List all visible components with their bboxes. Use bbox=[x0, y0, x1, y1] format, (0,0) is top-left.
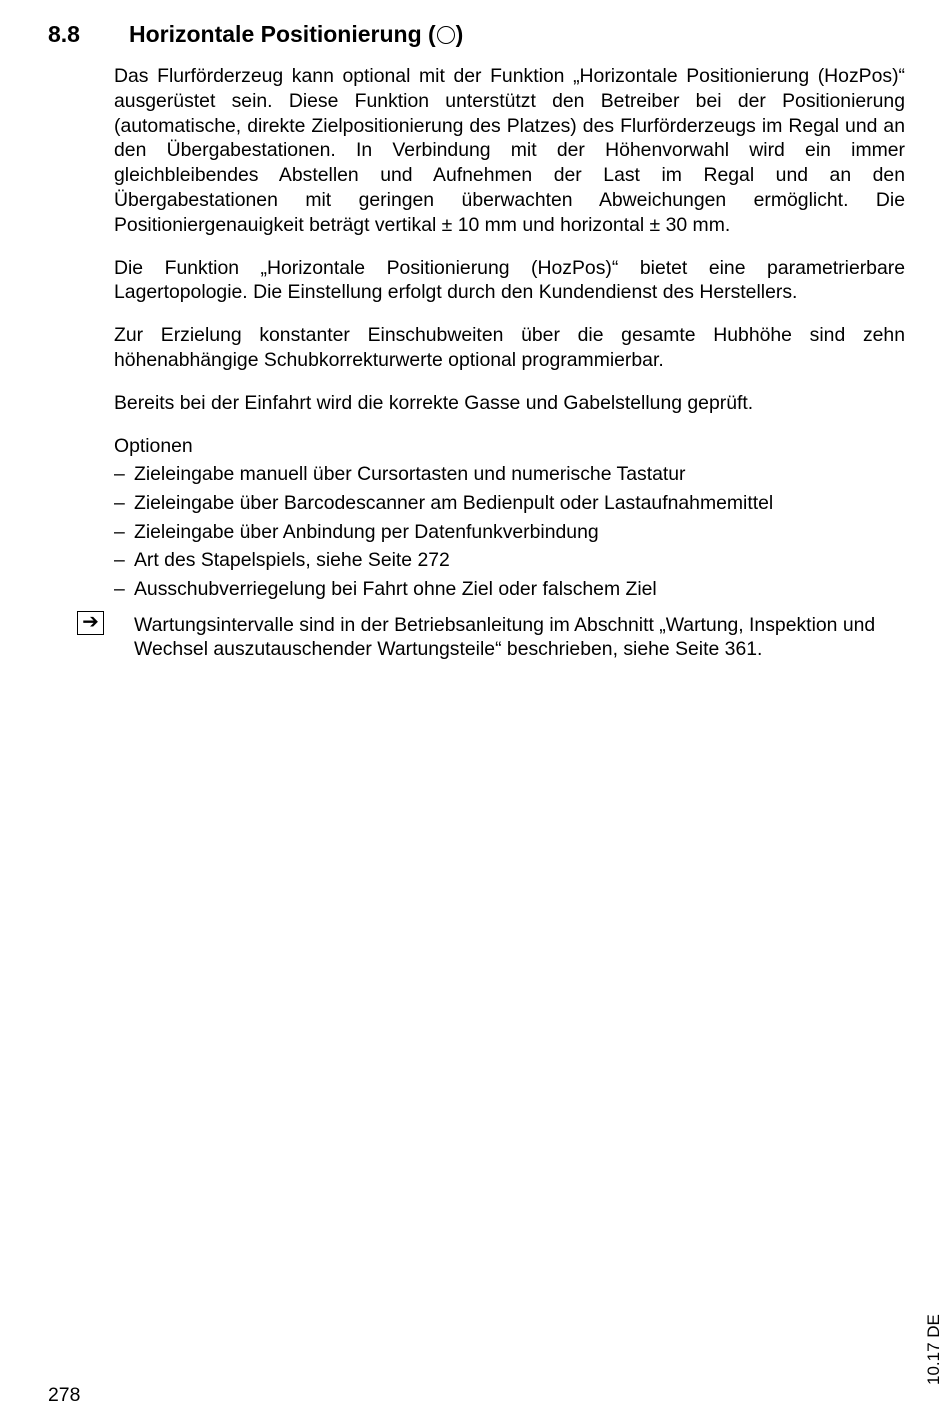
options-list bbox=[114, 462, 905, 601]
section-title-end: ) bbox=[455, 21, 464, 47]
list-item-text: Zieleingabe manuell über Cursortasten und numerische Tastatur bbox=[134, 463, 686, 486]
paragraph-entry-check: Bereits bei der Einfahrt wird die korrekte Gasse und Gabelstellung geprüft. bbox=[114, 391, 754, 414]
list-item-text: Zieleingabe über Anbindung per Datenfunkverbindung bbox=[134, 520, 599, 543]
list-item bbox=[114, 462, 905, 487]
section-title: Horizontale Positionierung ( bbox=[129, 21, 436, 47]
circle-icon bbox=[437, 26, 455, 44]
options-title: Optionen bbox=[114, 434, 193, 457]
list-item bbox=[114, 520, 905, 545]
list-item bbox=[114, 548, 905, 573]
note-text: Wartungsintervalle sind in der Betriebsanleitung im Abschnitt „Wartung, Inspektion und Wechsel auszutauschender Wartungsteile“ beschrieben, siehe Seite 361. bbox=[134, 613, 876, 661]
list-dash: – bbox=[114, 491, 125, 514]
list-item bbox=[114, 491, 905, 516]
list-item bbox=[114, 577, 905, 602]
section-body bbox=[82, 64, 905, 662]
list-item-text: Art des Stapelspiels, siehe Seite 272 bbox=[134, 549, 450, 572]
list-item-text: Zieleingabe über Barcodescanner am Bedienpult oder Lastaufnahmemittel bbox=[134, 491, 774, 514]
list-item-text: Ausschubverriegelung bei Fahrt ohne Ziel oder falschem Ziel bbox=[134, 577, 657, 600]
list-dash: – bbox=[114, 520, 125, 543]
page-number: 278 bbox=[48, 1384, 81, 1406]
arrow-right-icon: ➔ bbox=[77, 611, 104, 635]
note-block bbox=[82, 610, 905, 663]
section-heading bbox=[48, 18, 463, 50]
paragraph-correction: Zur Erzielung konstanter Einschubweiten über die gesamte Hubhöhe sind zehn höhenabhängige Schubkorrekturwerte optional programmierbar. bbox=[114, 324, 905, 371]
paragraph-intro: Das Flurförderzeug kann optional mit der Funktion „Horizontale Positionierung (HozPos)“ ausgerüstet sein. Diese Funktion unterstützt den Betreiber bei der Positionierung (automatische, direkte Zielpositionierung des Platzes) des Flurförderzeugs im Regal und an den Übergabestationen. In Verbindung mit der Höhenvorwahl wird ein immer gleichbleibendes Abstellen und Aufnehmen der Last im Regal und an den Übergabestationen mit geringen überwachten Abweichungen ermöglicht. Die Positioniergenauigkeit beträgt vertikal ± 10 mm und horizontal ± 30 mm. bbox=[114, 65, 905, 236]
paragraph-topology: Die Funktion „Horizontale Positionierung (HozPos)“ bietet eine parametrierbare Lagertopologie. Die Einstellung erfolgt durch den Kundendienst des Herstellers. bbox=[114, 256, 905, 304]
list-dash: – bbox=[114, 463, 125, 486]
date-code: 10.17 DE bbox=[924, 1314, 943, 1385]
section-number: 8.8 bbox=[48, 21, 80, 47]
list-dash: – bbox=[114, 549, 125, 572]
list-dash: – bbox=[114, 577, 125, 600]
